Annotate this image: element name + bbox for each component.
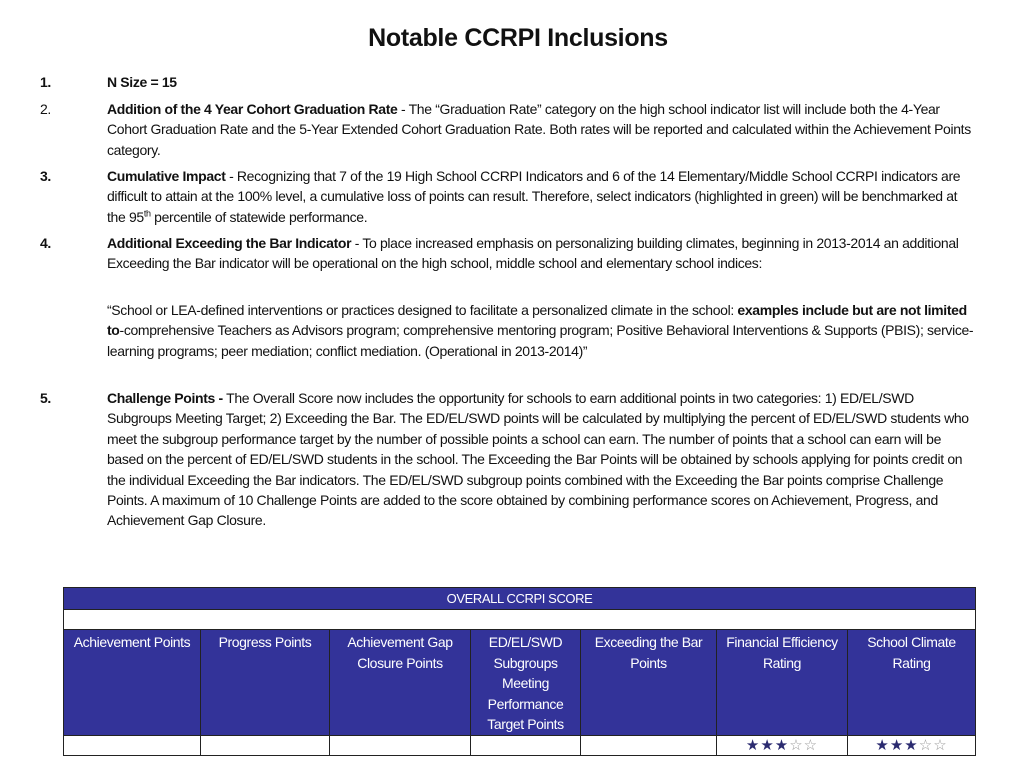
column-header: Financial Efficiency Rating (717, 630, 848, 736)
star-empty-icon: ☆ (803, 736, 819, 754)
table-title: OVERALL CCRPI SCORE (64, 588, 976, 610)
item-number: 5. (40, 390, 51, 406)
item-text: - To place increased emphasis on personalizing building climates, beginning in 2013-2014 an additional Exceeding the Bar indicator will be operational on the high school, middle school and elementary school indices: (107, 235, 959, 272)
blank-row (64, 610, 976, 630)
item-number: 4. (40, 235, 51, 251)
column-header: Progress Points (201, 630, 330, 736)
star-filled-icon: ★ (889, 736, 905, 754)
item-number: 2. (40, 101, 51, 117)
school-climate-rating-cell (848, 736, 976, 756)
table-cell (64, 736, 201, 756)
table-cell (471, 736, 581, 756)
list-item-1 (40, 72, 980, 92)
table-cell (330, 736, 471, 756)
column-header: ED/EL/SWD Subgroups Meeting Performance Target Points (471, 630, 581, 736)
star-empty-icon: ☆ (789, 736, 804, 754)
table-cell (201, 736, 330, 756)
item-number: 1. (40, 74, 51, 90)
list-item-2 (40, 99, 980, 160)
column-header: Achievement Gap Closure Points (330, 630, 471, 736)
item-text: The Overall Score now includes the opportunity for schools to earn additional points in two categories: 1) ED/EL/SWD Subgroups Meeting Target; 2) Exceeding the Bar. The ED/EL/SWD points will be calculated by multiplying the percent of ED/EL/SWD students who meet the subgroup performance target by the number of possible points a school can earn. The number of points that a school can earn will be based on the percent of ED/EL/SWD students in the school. The Exceeding the Bar Points will be obtained by schools applying for points credit on the individual Exceeding the Bar indicators. The ED/EL/SWD subgroup points combined with the Exceeding the Bar points comprise Challenge Points. A maximum of 10 Challenge Points are added to the score obtained by combining performance scores on Achievement, Progress, and Achievement Gap Closure. (107, 390, 969, 529)
table-cell (581, 736, 717, 756)
item-text: - Recognizing that 7 of the 19 High School CCRPI Indicators and 6 of the 14 Elementary/Middle School CCRPI indicators are difficult to attain at the 100% level, a cumulative loss of points can result. Therefore, select indicators (highlighted in green) will be benchmarked at the 95 (107, 168, 961, 225)
star-empty-icon: ☆ (918, 736, 934, 754)
quote-text-after: -comprehensive Teachers as Advisors program; comprehensive mentoring program; Positive Behavioral Interventions & Supports (PBIS); service-learning programs; peer mediation; conflict mediation. (Operational in 2013-2014)” (107, 322, 974, 359)
quote-bold: examples include but are not limited to (107, 302, 967, 339)
page-title: Notable CCRPI Inclusions (368, 24, 668, 52)
column-header: School Climate Rating (848, 630, 976, 736)
quote-block (40, 300, 980, 361)
item-heading: Addition of the 4 Year Cohort Graduation Rate (107, 101, 398, 117)
star-filled-icon: ★ (904, 736, 919, 754)
star-rating (875, 737, 947, 754)
star-filled-icon: ★ (745, 736, 761, 754)
list-item-3 (40, 166, 980, 227)
list-item-5 (40, 388, 980, 531)
financial-efficiency-rating-cell (717, 736, 848, 756)
overall-ccrpi-score-table (63, 587, 976, 756)
item-heading: Additional Exceeding the Bar Indicator (107, 235, 352, 251)
quote-text: “School or LEA-defined interventions or practices designed to facilitate a personalized climate in the school: (107, 302, 738, 318)
star-filled-icon: ★ (774, 736, 790, 754)
item-heading: Challenge Points - (107, 390, 223, 406)
column-header: Achievement Points (64, 630, 201, 736)
star-filled-icon: ★ (875, 736, 890, 754)
item-number: 3. (40, 168, 51, 184)
star-rating (746, 737, 818, 754)
superscript: th (143, 208, 151, 219)
star-filled-icon: ★ (760, 736, 775, 754)
list-item-4 (40, 233, 980, 274)
item-text-after: percentile of statewide performance. (150, 208, 368, 225)
item-heading: Cumulative Impact (107, 168, 226, 184)
item-heading: N Size = 15 (107, 74, 177, 90)
column-header: Exceeding the Bar Points (581, 630, 717, 736)
item-text: - The “Graduation Rate” category on the high school indicator list will include both the 4-Year Cohort Graduation Rate and the 5-Year Extended Cohort Graduation Rate. Both rates will be reported and calculated within the Achievement Points category. (107, 101, 971, 158)
star-empty-icon: ☆ (933, 736, 948, 754)
